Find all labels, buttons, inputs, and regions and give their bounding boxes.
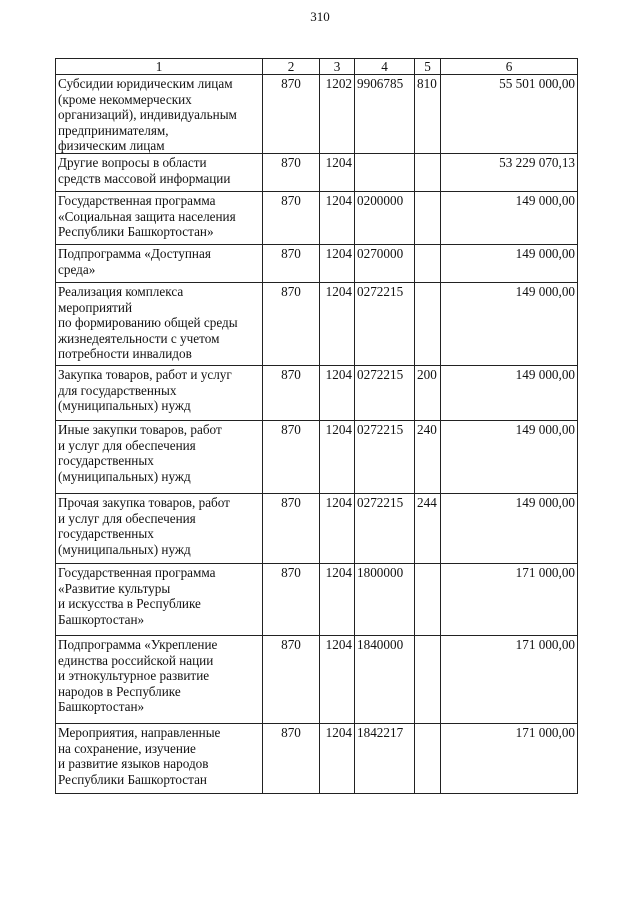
cell-vr: 244 [415, 494, 441, 564]
cell-rz: 1204 [320, 494, 355, 564]
cell-name: Закупка товаров, работ и услуг для государственных (муниципальных) нужд [56, 366, 263, 421]
cell-vr [415, 724, 441, 794]
cell-name: Подпрограмма «Доступная среда» [56, 245, 263, 283]
cell-rz: 1204 [320, 421, 355, 494]
cell-sum: 171 000,00 [441, 564, 578, 636]
cell-ved: 870 [263, 75, 320, 154]
cell-name: Иные закупки товаров, работ и услуг для обеспечения государственных (муниципальных) нужд [56, 421, 263, 494]
cell-name: Прочая закупка товаров, работ и услуг для обеспечения государственных (муниципальных) нужд [56, 494, 263, 564]
cell-vr [415, 192, 441, 245]
cell-vr: 240 [415, 421, 441, 494]
table-row [56, 283, 578, 366]
cell-vr [415, 564, 441, 636]
cell-sum: 149 000,00 [441, 283, 578, 366]
cell-csr: 0200000 [355, 192, 415, 245]
cell-csr: 0272215 [355, 494, 415, 564]
header-row [56, 59, 578, 75]
cell-ved: 870 [263, 154, 320, 192]
cell-vr [415, 283, 441, 366]
cell-ved: 870 [263, 283, 320, 366]
cell-sum: 149 000,00 [441, 245, 578, 283]
cell-name: Мероприятия, направленные на сохранение, изучение и развитие языков народов Республики Башкортостан [56, 724, 263, 794]
cell-vr: 810 [415, 75, 441, 154]
cell-name: Субсидии юридическим лицам (кроме некоммерческих организаций), индивидуальным предпринимателям, физическим лицам [56, 75, 263, 154]
header-cell-ved: 2 [263, 59, 320, 75]
cell-csr: 1842217 [355, 724, 415, 794]
cell-csr: 0270000 [355, 245, 415, 283]
header-cell-vr: 5 [415, 59, 441, 75]
cell-sum: 149 000,00 [441, 192, 578, 245]
cell-ved: 870 [263, 724, 320, 794]
table-row [56, 366, 578, 421]
table-body [56, 75, 578, 794]
cell-name: Государственная программа «Развитие культуры и искусства в Республике Башкортостан» [56, 564, 263, 636]
header-cell-name: 1 [56, 59, 263, 75]
cell-csr: 0272215 [355, 421, 415, 494]
cell-rz: 1204 [320, 283, 355, 366]
header-cell-sum: 6 [441, 59, 578, 75]
cell-sum: 149 000,00 [441, 494, 578, 564]
table-row [56, 192, 578, 245]
cell-csr: 1800000 [355, 564, 415, 636]
table-row [56, 421, 578, 494]
cell-rz: 1204 [320, 366, 355, 421]
cell-name: Реализация комплекса мероприятий по формированию общей среды жизнедеятельности с учетом потребности инвалидов [56, 283, 263, 366]
table-row [56, 636, 578, 724]
cell-sum: 149 000,00 [441, 421, 578, 494]
cell-rz: 1204 [320, 636, 355, 724]
cell-sum: 55 501 000,00 [441, 75, 578, 154]
cell-sum: 171 000,00 [441, 724, 578, 794]
cell-ved: 870 [263, 366, 320, 421]
cell-ved: 870 [263, 564, 320, 636]
page-number: 310 [310, 9, 330, 24]
cell-rz: 1204 [320, 564, 355, 636]
cell-vr [415, 245, 441, 283]
table-row [56, 724, 578, 794]
cell-csr [355, 154, 415, 192]
cell-vr [415, 154, 441, 192]
cell-csr: 9906785 [355, 75, 415, 154]
cell-ved: 870 [263, 494, 320, 564]
cell-rz: 1202 [320, 75, 355, 154]
table-row [56, 494, 578, 564]
header-cell-rz: 3 [320, 59, 355, 75]
cell-sum: 53 229 070,13 [441, 154, 578, 192]
cell-csr: 1840000 [355, 636, 415, 724]
cell-ved: 870 [263, 245, 320, 283]
cell-rz: 1204 [320, 192, 355, 245]
cell-ved: 870 [263, 636, 320, 724]
cell-name: Другие вопросы в области средств массовой информации [56, 154, 263, 192]
table-row [56, 154, 578, 192]
table-row [56, 245, 578, 283]
budget-table [55, 58, 578, 794]
cell-name: Государственная программа «Социальная защита населения Республики Башкортостан» [56, 192, 263, 245]
cell-rz: 1204 [320, 245, 355, 283]
table-row [56, 75, 578, 154]
table-row [56, 564, 578, 636]
cell-sum: 149 000,00 [441, 366, 578, 421]
cell-rz: 1204 [320, 154, 355, 192]
cell-vr: 200 [415, 366, 441, 421]
cell-csr: 0272215 [355, 283, 415, 366]
cell-vr [415, 636, 441, 724]
cell-rz: 1204 [320, 724, 355, 794]
cell-ved: 870 [263, 192, 320, 245]
cell-name: Подпрограмма «Укрепление единства российской нации и этнокультурное развитие народов в Республике Башкортостан» [56, 636, 263, 724]
cell-ved: 870 [263, 421, 320, 494]
header-cell-csr: 4 [355, 59, 415, 75]
cell-sum: 171 000,00 [441, 636, 578, 724]
cell-csr: 0272215 [355, 366, 415, 421]
